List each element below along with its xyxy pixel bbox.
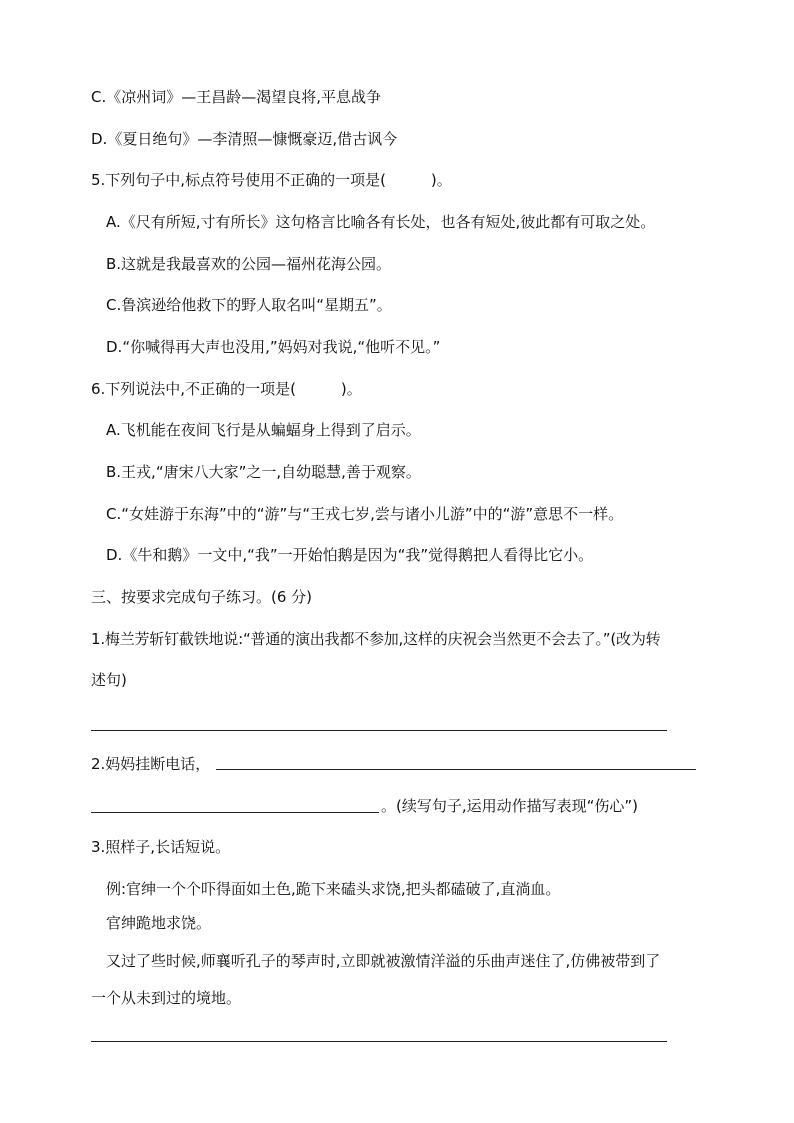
q6-option-c: C.“女娃游于东海”中的“游”与“王戎七岁,尝与诸小儿游”中的“游”意思不一样。 — [106, 505, 624, 523]
s3-q3-task-line2: 一个从未到过的境地。 — [91, 989, 242, 1007]
q5-option-d: D.“你喊得再大声也没用,”妈妈对我说,“他听不见。” — [106, 338, 441, 356]
s3-q2-suffix: 。(续写句子,运用动作描写表现“伤心”) — [381, 797, 639, 815]
s3-q3-stem: 3.照样子,长话短说。 — [91, 838, 231, 856]
q5-option-c: C.鲁滨逊给他救下的野人取名叫“星期五”。 — [106, 296, 392, 314]
s3-q2-answer-line-1[interactable] — [216, 769, 696, 770]
s3-q1-line2: 述句) — [91, 671, 127, 689]
s3-q2-answer-line-2[interactable] — [91, 812, 379, 813]
q5-option-b: B.这就是我最喜欢的公园—福州花海公园。 — [106, 255, 392, 273]
s3-q3-answer-line[interactable] — [91, 1041, 667, 1042]
s3-q1-line1: 1.梅兰芳斩钉截铁地说:“普通的演出我都不参加,这样的庆祝会当然更不会去了。”(改为转 — [91, 630, 661, 648]
s3-q3-task-line1: 又过了些时候,师襄听孔子的琴声时,立即就被激情洋溢的乐曲声迷住了,仿佛被带到了 — [106, 952, 661, 970]
q5-stem: 5.下列句子中,标点符号使用不正确的一项是( )。 — [91, 171, 452, 189]
q6-stem: 6.下列说法中,不正确的一项是( )。 — [91, 380, 362, 398]
q6-option-d: D.《牛和鹅》一文中,“我”一开始怕鹅是因为“我”觉得鹅把人看得比它小。 — [106, 546, 594, 564]
s3-q3-example: 例:官绅一个个吓得面如土色,跪下来磕头求饶,把头都磕破了,直淌血。 — [106, 880, 561, 898]
s3-q1-answer-line[interactable] — [91, 730, 667, 731]
section-3-title: 三、按要求完成句子练习。(6 分) — [91, 588, 313, 606]
q4-option-d: D.《夏日绝句》—李清照—慷慨豪迈,借古讽今 — [91, 130, 398, 148]
q4-option-c: C.《凉州词》—王昌龄—渴望良将,平息战争 — [91, 88, 382, 106]
s3-q3-example-answer: 官绅跪地求饶。 — [106, 914, 212, 932]
s3-q2-prefix: 2.妈妈挂断电话， — [91, 755, 211, 773]
q5-option-a: A.《尺有所短,寸有所长》这句格言比喻各有长处，也各有短处,彼此都有可取之处。 — [106, 213, 656, 231]
q6-option-b: B.王戎,“唐宋八大家”之一,自幼聪慧,善于观察。 — [106, 463, 421, 481]
q6-option-a: A.飞机能在夜间飞行是从蝙蝠身上得到了启示。 — [106, 421, 421, 439]
